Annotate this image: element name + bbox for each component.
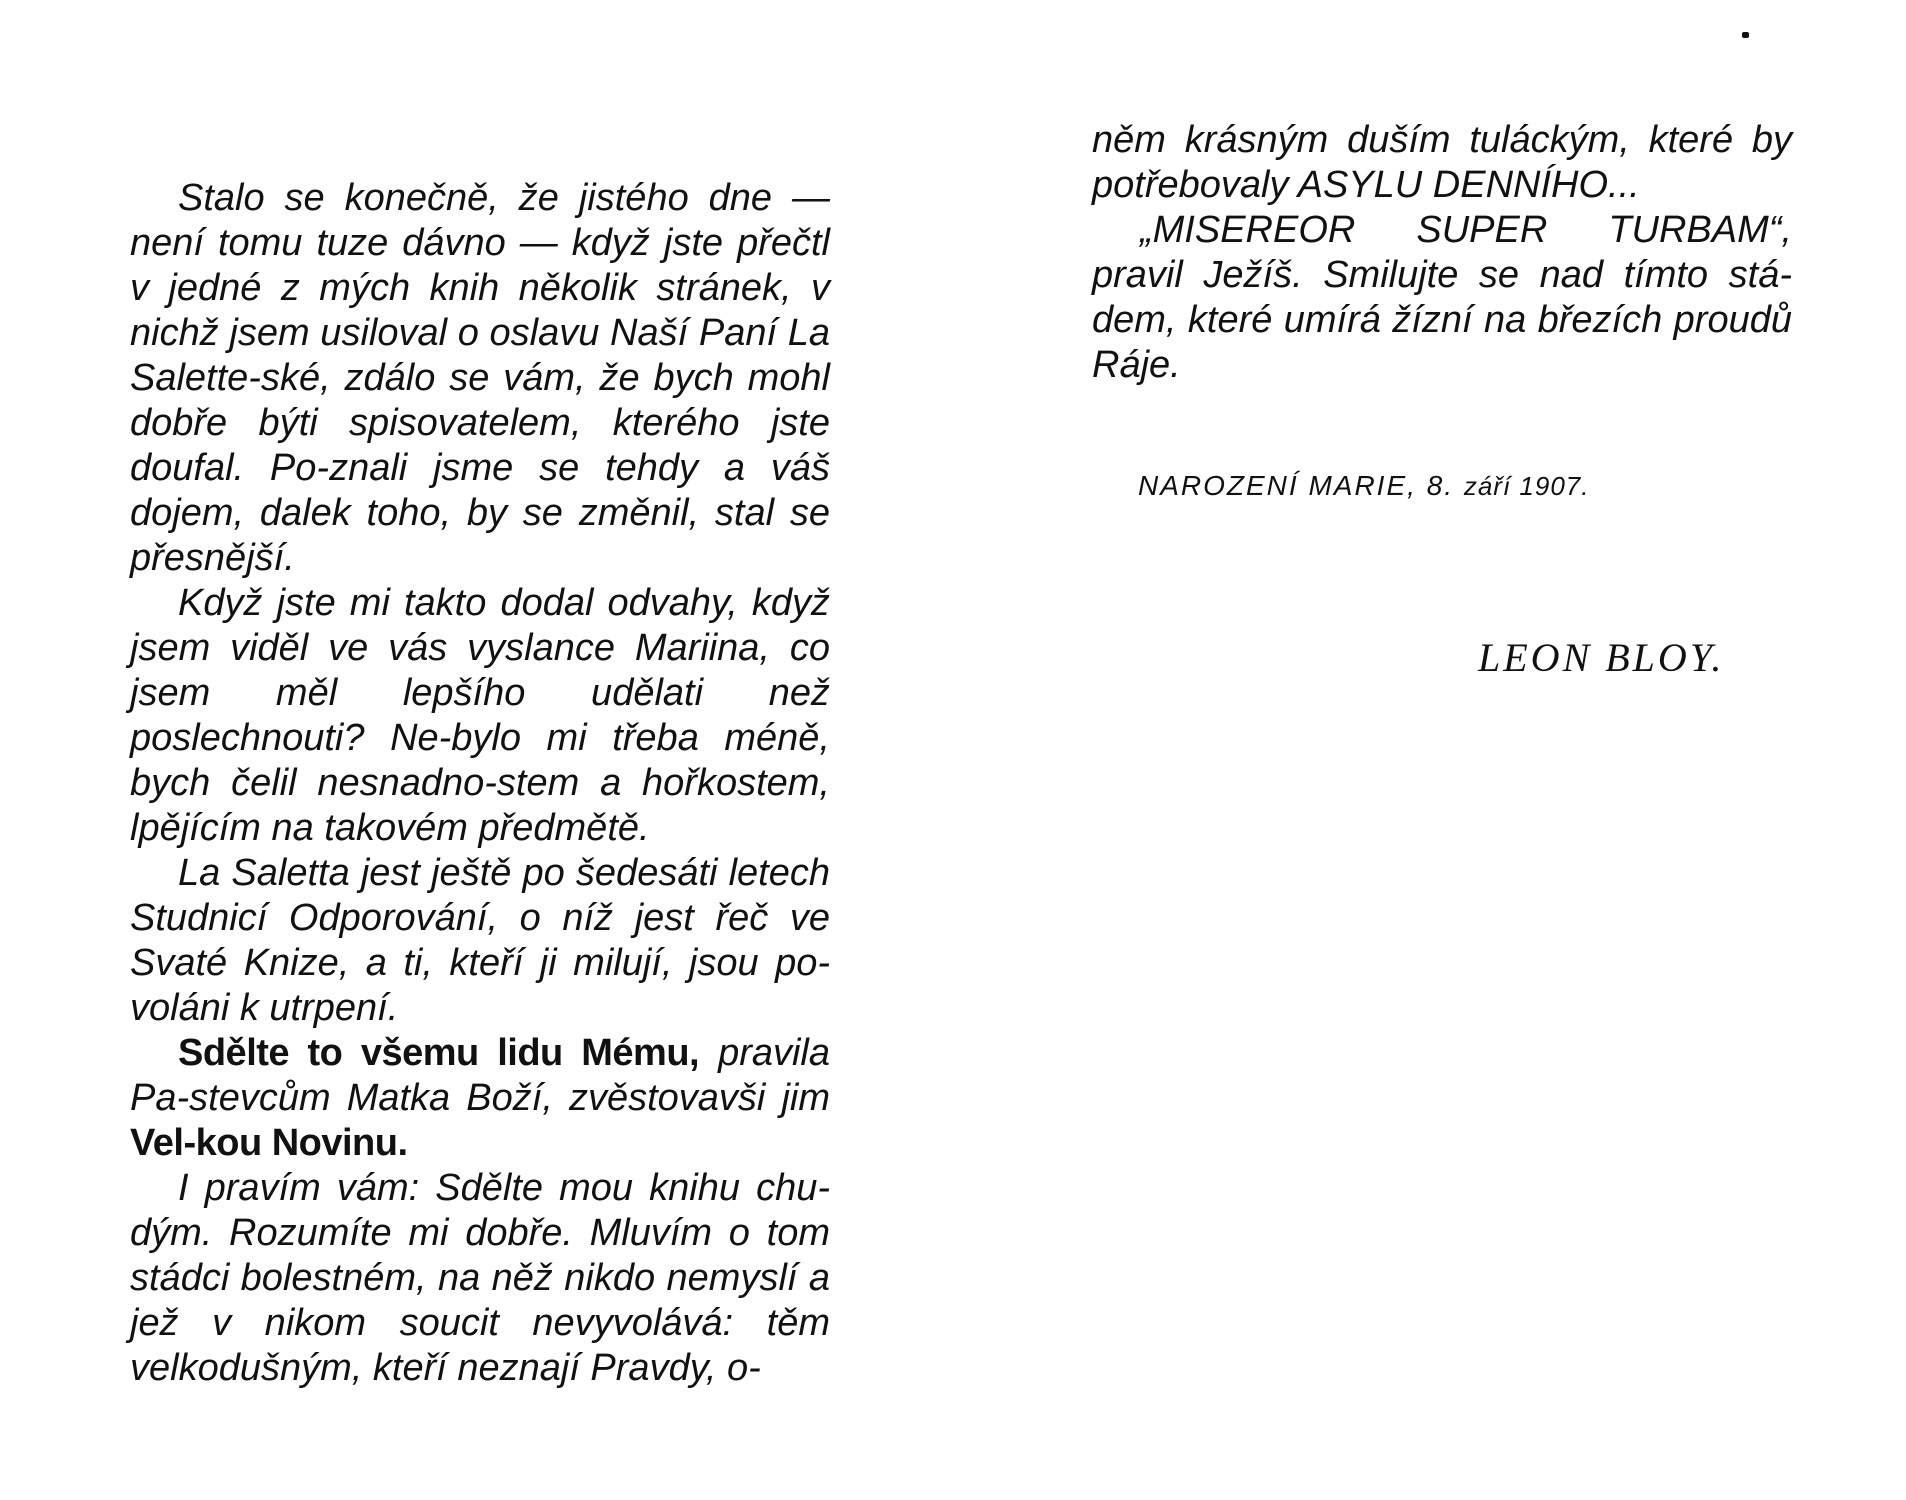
emphasis-velkou-novinu: Vel-kou Novinu. xyxy=(130,1122,408,1164)
emphasis-sdelte: Sdělte to všemu lidu Mému, xyxy=(178,1032,700,1074)
dateline-date: září 1907. xyxy=(1463,471,1590,501)
paragraph-misereor: „MISEREOR SUPER TURBAM“, pravil Ježíš. Smilujte se nad tímto stá-dem, které umírá žízní na březích proudů Ráje. xyxy=(1092,209,1792,386)
paragraph-4-italic: pravila Pa-stevcům Matka Boží, zvěstovavši jim xyxy=(130,1032,831,1119)
paragraph-4 xyxy=(130,1031,830,1166)
dateline-main: NAROZENÍ MARIE, 8. xyxy=(1138,470,1455,501)
print-speck xyxy=(1742,32,1749,38)
paragraph-3: La Saletta jest ještě po šedesáti letech Studnicí Odporování, o níž jest řeč ve Svaté Knize, a ti, kteří ji milují, jsou po-voláni k utrpení. xyxy=(130,852,830,1029)
paragraph-1: Stalo se konečně, že jistého dne — není tomu tuze dávno — když jste přečtl v jedné z mých knih několik stránek, v nichž jsem usiloval o oslavu Naší Paní La Salette-ské, zdálo se vám, že bych mohl dobře býti spisovatelem, kterého jste doufal. Po-znali jsme se tehdy a váš dojem, dalek toho, by se změnil, stal se přesnější. xyxy=(130,177,830,579)
paragraph-continuation: něm krásným duším tuláckým, které by potřebovaly ASYLU DENNÍHO... xyxy=(1092,119,1792,206)
author-signature: LEON BLOY. xyxy=(1478,635,1725,680)
paragraph-2: Když jste mi takto dodal odvahy, když jsem viděl ve vás vyslance Mariina, co jsem měl lepšího udělati než poslechnouti? Ne-bylo mi třeba méně, bych čelil nesnadno-stem a hořkostem, lpějícím na takovém předmětě. xyxy=(130,582,830,849)
left-page-text xyxy=(130,176,830,1391)
right-page-text xyxy=(1092,118,1792,388)
dateline xyxy=(1138,470,1589,502)
paragraph-5: I pravím vám: Sdělte mou knihu chu-dým. Rozumíte mi dobře. Mluvím o tom stádci bolestném, na něž nikdo nemyslí a jež v nikom soucit nevyvolává: těm velkodušným, kteří neznají Pravdy, o- xyxy=(130,1167,830,1389)
